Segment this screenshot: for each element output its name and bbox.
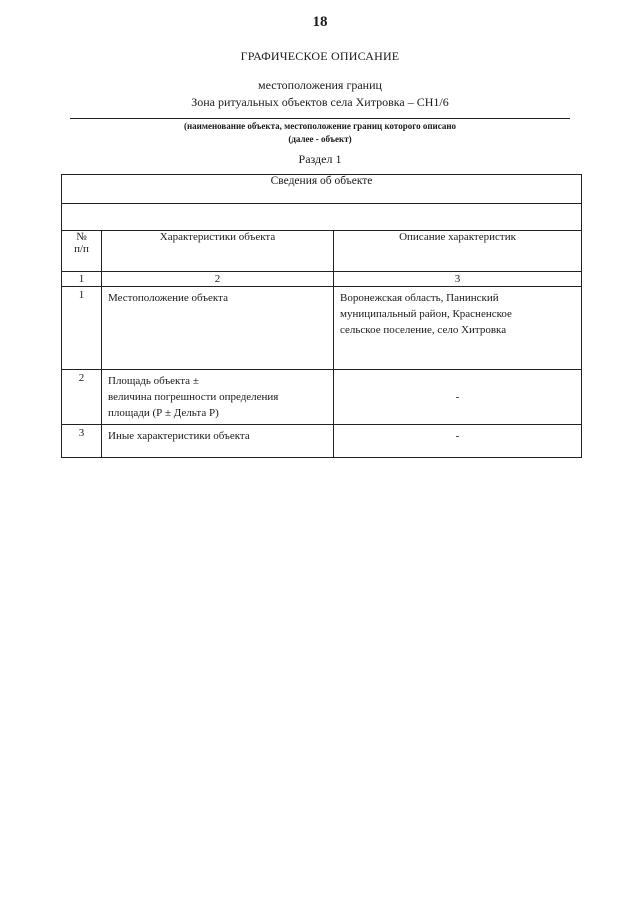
characteristic-line: величина погрешности определения bbox=[108, 391, 279, 403]
row-characteristic bbox=[102, 287, 334, 370]
description-line: муниципальный район, Красненское bbox=[340, 308, 512, 320]
object-note-line1: (наименование объекта, местоположение границ которого описано bbox=[183, 121, 457, 131]
header-num-line1: № bbox=[76, 231, 87, 243]
column-number: 3 bbox=[334, 272, 582, 287]
characteristic-line: Иные характеристики объекта bbox=[108, 430, 250, 442]
document-subtitle-line1: местоположения границ bbox=[258, 78, 382, 92]
header-num bbox=[62, 231, 102, 272]
row-characteristic bbox=[102, 370, 334, 425]
row-description: - bbox=[334, 370, 582, 425]
characteristic-line: Местоположение объекта bbox=[108, 292, 228, 304]
header-description: Описание характеристик bbox=[334, 231, 582, 272]
page-number: 18 bbox=[312, 14, 328, 30]
column-number: 1 bbox=[62, 272, 102, 287]
table-title-row bbox=[62, 175, 582, 204]
table-empty-row bbox=[62, 204, 582, 231]
empty-cell bbox=[62, 204, 582, 231]
characteristic-line: площади (Р ± Дельта Р) bbox=[108, 407, 219, 419]
document-title: ГРАФИЧЕСКОЕ ОПИСАНИЕ bbox=[240, 49, 400, 63]
description-line: сельское поселение, село Хитровка bbox=[340, 324, 507, 336]
header-num-line2: п/п bbox=[74, 243, 89, 255]
row-number: 3 bbox=[62, 425, 102, 458]
characteristic-line: Площадь объекта ± bbox=[108, 375, 199, 387]
column-numbers-row bbox=[62, 272, 582, 287]
row-description: - bbox=[334, 425, 582, 458]
table-header-row bbox=[62, 231, 582, 272]
table-row bbox=[62, 370, 582, 425]
table-title: Сведения об объекте bbox=[62, 175, 582, 204]
object-info-table bbox=[61, 174, 582, 458]
section-label: Раздел 1 bbox=[298, 152, 342, 166]
document-subtitle-line2: Зона ритуальных объектов села Хитровка – СН1/6 bbox=[191, 95, 449, 109]
underline-rule bbox=[70, 118, 570, 119]
object-note-line2: (далее - объект) bbox=[288, 134, 352, 144]
table-row bbox=[62, 425, 582, 458]
row-number: 2 bbox=[62, 370, 102, 425]
row-number: 1 bbox=[62, 287, 102, 370]
header-characteristics: Характеристики объекта bbox=[102, 231, 334, 272]
table-row bbox=[62, 287, 582, 370]
row-description bbox=[334, 287, 582, 370]
description-line: Воронежская область, Панинский bbox=[340, 292, 499, 304]
column-number: 2 bbox=[102, 272, 334, 287]
row-characteristic bbox=[102, 425, 334, 458]
